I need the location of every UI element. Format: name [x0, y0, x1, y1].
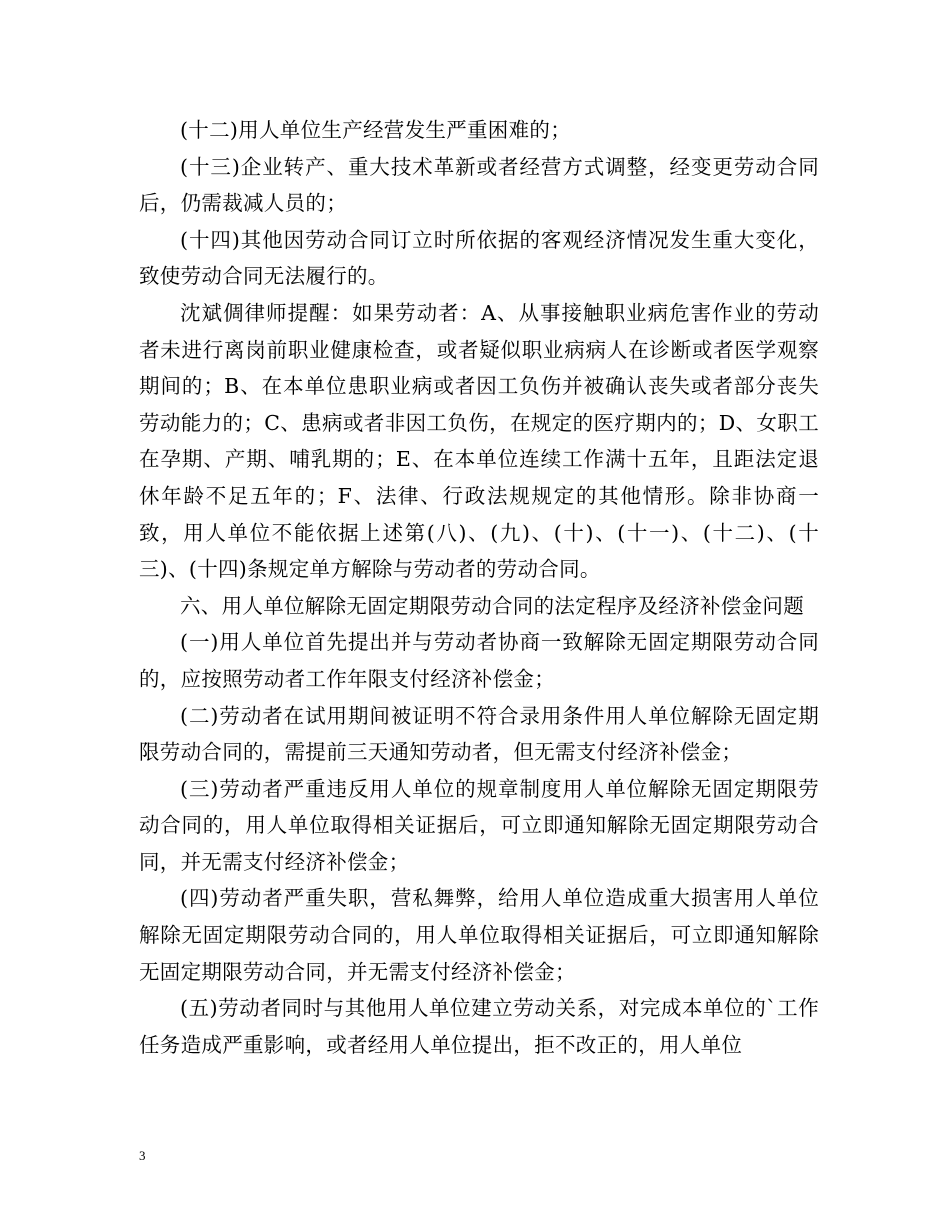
document-body	[139, 112, 819, 1063]
page-number: 3	[139, 1148, 146, 1163]
paragraph-item-3: (三)劳动者严重违反用人单位的规章制度用人单位解除无固定期限劳动合同的，用人单位取得相关证据后，可立即通知解除无固定期限劳动合同，并无需支付经济补偿金；	[139, 776, 819, 874]
paragraph-item-2: (二)劳动者在试用期间被证明不符合录用条件用人单位解除无固定期限劳动合同的，需提前三天通知劳动者，但无需支付经济补偿金；	[139, 703, 819, 765]
section-heading-six: 六、用人单位解除无固定期限劳动合同的法定程序及经济补偿金问题	[180, 593, 804, 618]
paragraph-clause-12: (十二)用人单位生产经营发生严重困难的；	[180, 118, 571, 142]
paragraph-item-4: (四)劳动者严重失职，营私舞弊，给用人单位造成重大损害用人单位解除无固定期限劳动合同的，用人单位取得相关证据后，可立即通知解除无固定期限劳动合同，并无需支付经济补偿金；	[139, 886, 819, 984]
paragraph-lawyer-reminder: 沈斌倜律师提醒：如果劳动者：A、从事接触职业病危害作业的劳动者未进行离岗前职业健康检查，或者疑似职业病病人在诊断或者医学观察期间的；B、在本单位患职业病或者因工负伤并被确认丧失或者部分丧失劳动能力的；C、患病或者非因工负伤，在规定的医疗期内的；D、女职工在孕期、产期、哺乳期的；E、在本单位连续工作满十五年，且距法定退休年龄不足五年的；F、法律、行政法规规定的其他情形。除非协商一致，用人单位不能依据上述第(八)、(九)、(十)、(十一)、(十二)、(十三)、(十四)条规定单方解除与劳动者的劳动合同。	[139, 300, 819, 582]
paragraph-clause-14: (十四)其他因劳动合同订立时所依据的客观经济情况发生重大变化，致使劳动合同无法履行的。	[139, 227, 819, 289]
paragraph-item-1: (一)用人单位首先提出并与劳动者协商一致解除无固定期限劳动合同的，应按照劳动者工作年限支付经济补偿金；	[139, 630, 819, 691]
paragraph-clause-13: (十三)企业转产、重大技术革新或者经营方式调整，经变更劳动合同后，仍需裁减人员的；	[139, 154, 819, 216]
paragraph-item-5: (五)劳动者同时与其他用人单位建立劳动关系，对完成本单位的`工作任务造成严重影响，或者经用人单位提出，拒不改正的，用人单位	[139, 996, 819, 1057]
